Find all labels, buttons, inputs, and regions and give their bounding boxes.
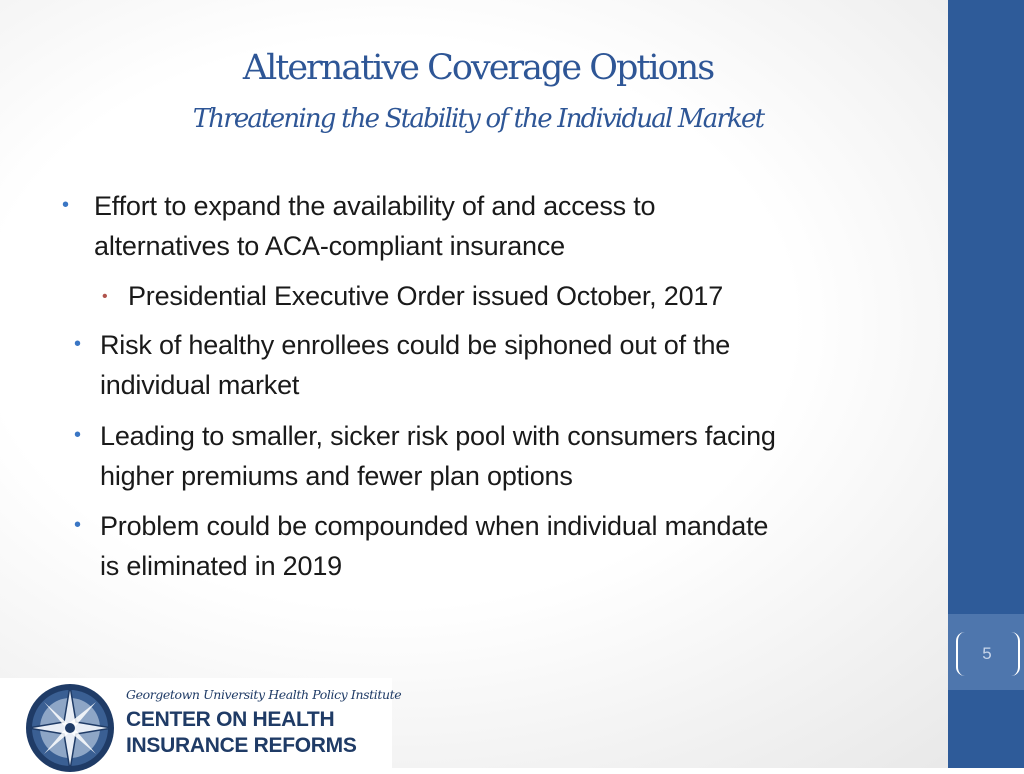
compass-star-icon [24,682,116,774]
slide-subtitle: Threatening the Stability of the Individual Market [192,104,764,134]
bullet-item [100,506,768,586]
bullet-line: Presidential Executive Order issued October, 2017 [128,281,724,311]
bullet-icon: • [74,424,82,446]
institute-name: Georgetown University Health Policy Institute [126,687,402,702]
slide-title: Alternative Coverage Options [242,48,714,88]
bullet-line: Leading to smaller, sicker risk pool with consumers facing [100,421,776,451]
bullet-icon: • [74,333,82,355]
sub-bullet-icon: • [102,288,108,305]
org-name-line2: INSURANCE REFORMS [126,734,357,757]
org-name-line1: CENTER ON HEALTH [126,708,335,731]
bullet-item [100,325,730,405]
bullet-line: Problem could be compounded when individual mandate [100,511,769,541]
bullet-line: Risk of healthy enrollees could be siphoned out of the [100,330,731,360]
bullet-icon: • [62,194,70,216]
bullet-line: higher premiums and fewer plan options [100,461,573,491]
page-number: 5 [982,644,992,663]
bullet-item [94,186,655,266]
bullet-icon: • [74,514,82,536]
bullet-line: alternatives to ACA-compliant insurance [94,231,565,261]
bullet-line: is eliminated in 2019 [100,551,342,581]
bullet-line: individual market [100,370,300,400]
bullet-item [100,416,776,496]
sub-bullet-item [128,276,723,316]
bullet-line: Effort to expand the availability of and access to [94,191,656,221]
